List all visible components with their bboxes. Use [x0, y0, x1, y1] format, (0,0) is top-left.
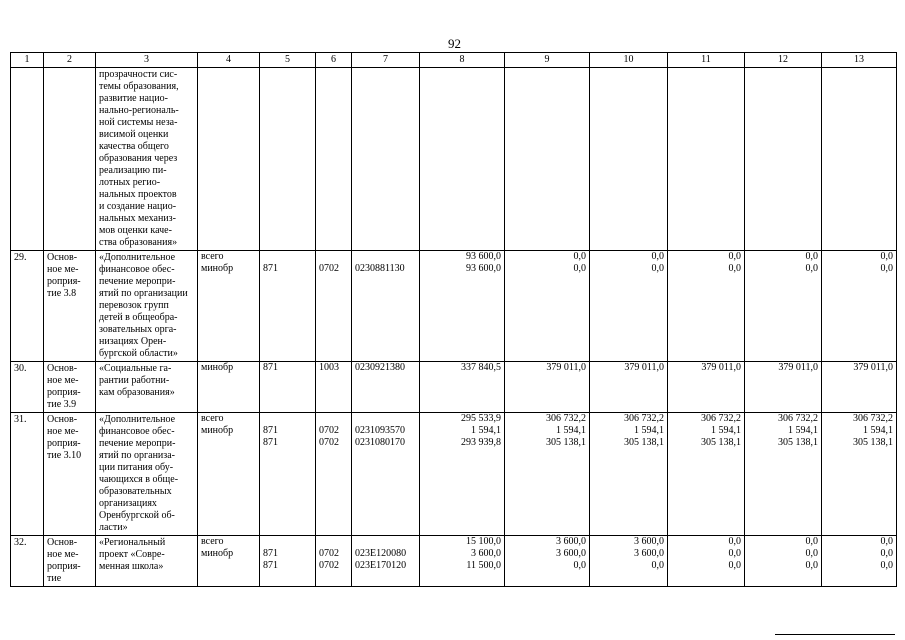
code-csr: [352, 251, 419, 263]
amount-value: 93 600,0: [466, 251, 501, 262]
code-grbs: 871: [263, 362, 278, 373]
code-rzpr-cell: [316, 536, 352, 587]
empty-cell: [260, 68, 316, 251]
empty-cell: [44, 68, 96, 251]
row-number: 31.: [11, 413, 44, 536]
amount-value: 1 594,1: [556, 425, 586, 436]
amount-value: 15 100,0: [466, 536, 501, 547]
code-rzpr-cell: [316, 362, 352, 413]
empty-cell: [352, 68, 420, 251]
continuation-row: [11, 68, 897, 251]
amount-value: 337 840,5: [461, 362, 501, 373]
value-cell-col13: [822, 362, 897, 413]
event-type: Основ- ное ме- роприя- тие 3.9: [44, 362, 96, 413]
value-cell-col10: [590, 251, 668, 362]
executor: минобр: [201, 425, 234, 436]
executor: [198, 560, 259, 572]
row-number: 30.: [11, 362, 44, 413]
column-header-5: 5: [260, 53, 316, 68]
executor-cell: [198, 536, 260, 587]
table-row: [11, 413, 897, 536]
value-cell-col10: [590, 362, 668, 413]
header-row: [11, 53, 897, 68]
amount-value: 3 600,0: [556, 548, 586, 559]
value-cell-col9: [505, 413, 590, 536]
amount-value: 0,0: [880, 263, 893, 274]
value-cell-col13: [822, 413, 897, 536]
event-name: «Региональный проект «Совре- менная школа»: [96, 536, 198, 587]
code-grbs-cell: [260, 413, 316, 536]
code-csr: 023E120080: [355, 548, 407, 559]
column-header-12: 12: [745, 53, 822, 68]
amount-value: 0,0: [805, 560, 818, 571]
code-csr: 0230881130: [355, 263, 405, 274]
code-grbs-cell: [260, 362, 316, 413]
value-cell-col12: [745, 536, 822, 587]
code-rzpr: 0702: [319, 425, 339, 436]
event-name: «Социальные га- рантии работни- кам образования»: [96, 362, 198, 413]
code-rzpr: [316, 413, 351, 425]
column-header-9: 9: [505, 53, 590, 68]
amount-value: 0,0: [573, 263, 586, 274]
code-grbs: [260, 413, 315, 425]
amount-value: 379 011,0: [546, 362, 586, 373]
executor: минобр: [201, 548, 234, 559]
amount-value: 306 732,2: [701, 413, 741, 424]
column-header-4: 4: [198, 53, 260, 68]
amount-value: 0,0: [805, 263, 818, 274]
row-number: 29.: [11, 251, 44, 362]
column-header-1: 1: [11, 53, 44, 68]
value-cell-col11: [668, 413, 745, 536]
amount-value: 3 600,0: [634, 536, 664, 547]
empty-cell: [505, 68, 590, 251]
amount-value: 0,0: [805, 548, 818, 559]
value-cell-col8: [420, 251, 505, 362]
empty-cell: [316, 68, 352, 251]
column-header-8: 8: [420, 53, 505, 68]
event-type: Основ- ное ме- роприя- тие: [44, 536, 96, 587]
event-name: «Дополнительное финансовое обес- печение меропри- ятий по организации перевозок групп детей в общеобра- зовательных орга- низациях Орен- бургской области»: [96, 251, 198, 362]
empty-cell: [420, 68, 505, 251]
table-row: [11, 362, 897, 413]
column-header-6: 6: [316, 53, 352, 68]
amount-value: 11 500,0: [466, 560, 501, 571]
executor: минобр: [201, 362, 234, 373]
amount-value: 0,0: [573, 560, 586, 571]
empty-cell: [590, 68, 668, 251]
code-rzpr: 1003: [319, 362, 339, 373]
executor-cell: [198, 362, 260, 413]
code-csr: 0231093570: [355, 425, 405, 436]
code-grbs: 871: [263, 560, 278, 571]
code-rzpr-cell: [316, 413, 352, 536]
code-rzpr: [316, 251, 351, 263]
code-csr: 0230921380: [355, 362, 405, 373]
executor: всего: [201, 536, 224, 547]
amount-value: 379 011,0: [778, 362, 818, 373]
amount-value: 379 011,0: [701, 362, 741, 373]
continuation-text: прозрачности сис- темы образования, развитие нацио- нально-региональ- ной системы неза- висимой оценки качества общего образования через реализацию пи- лотных регио- нальных проектов и создание нацио- нальных механиз- мов оценки каче- ства образования»: [96, 68, 198, 251]
amount-value: 1 594,1: [634, 425, 664, 436]
amount-value: 0,0: [805, 251, 818, 262]
amount-value: 93 600,0: [466, 263, 501, 274]
value-cell-col9: [505, 251, 590, 362]
empty-cell: [822, 68, 897, 251]
value-cell-col11: [668, 536, 745, 587]
amount-value: 305 138,1: [701, 437, 741, 448]
amount-value: 0,0: [728, 536, 741, 547]
amount-value: 1 594,1: [788, 425, 818, 436]
code-grbs: 871: [263, 548, 278, 559]
row-number: 32.: [11, 536, 44, 587]
amount-value: 0,0: [651, 263, 664, 274]
code-grbs: 871: [263, 263, 278, 274]
code-rzpr: [316, 536, 351, 548]
amount-value: 0,0: [880, 251, 893, 262]
amount-value: 305 138,1: [778, 437, 818, 448]
column-header-7: 7: [352, 53, 420, 68]
empty-cell: [745, 68, 822, 251]
code-csr: [352, 536, 419, 548]
amount-value: 295 533,9: [461, 413, 501, 424]
budget-table: [10, 52, 897, 587]
amount-value: 0,0: [651, 251, 664, 262]
amount-value: 3 600,0: [634, 548, 664, 559]
column-header-10: 10: [590, 53, 668, 68]
code-csr: 0231080170: [355, 437, 405, 448]
empty-cell: [198, 68, 260, 251]
amount-value: 305 138,1: [546, 437, 586, 448]
value-cell-col8: [420, 536, 505, 587]
code-rzpr: 0702: [319, 548, 339, 559]
value-cell-col12: [745, 413, 822, 536]
column-header-11: 11: [668, 53, 745, 68]
amount-value: 0,0: [728, 251, 741, 262]
code-grbs: [260, 251, 315, 263]
value-cell-col9: [505, 536, 590, 587]
page-number: 92: [448, 36, 461, 51]
code-csr: [352, 413, 419, 425]
empty-cell: [11, 68, 44, 251]
value-cell-col10: [590, 413, 668, 536]
amount-value: 306 732,2: [853, 413, 893, 424]
value-cell-col12: [745, 251, 822, 362]
amount-value: 305 138,1: [624, 437, 664, 448]
value-cell-col8: [420, 413, 505, 536]
column-header-2: 2: [44, 53, 96, 68]
value-cell-col8: [420, 362, 505, 413]
value-cell-col10: [590, 536, 668, 587]
amount-value: 1 594,1: [471, 425, 501, 436]
column-header-13: 13: [822, 53, 897, 68]
code-rzpr: 0702: [319, 263, 339, 274]
amount-value: 0,0: [651, 560, 664, 571]
event-type: Основ- ное ме- роприя- тие 3.10: [44, 413, 96, 536]
amount-value: 0,0: [805, 536, 818, 547]
amount-value: 1 594,1: [863, 425, 893, 436]
code-rzpr: 0702: [319, 560, 339, 571]
table-row: [11, 251, 897, 362]
empty-cell: [668, 68, 745, 251]
code-csr-cell: [352, 536, 420, 587]
code-rzpr-cell: [316, 251, 352, 362]
amount-value: 1 594,1: [711, 425, 741, 436]
executor: [198, 437, 259, 449]
amount-value: 293 939,8: [461, 437, 501, 448]
event-type: Основ- ное ме- роприя- тие 3.8: [44, 251, 96, 362]
executor-cell: [198, 413, 260, 536]
amount-value: 0,0: [880, 548, 893, 559]
code-grbs: 871: [263, 437, 278, 448]
amount-value: 0,0: [728, 548, 741, 559]
code-grbs-cell: [260, 251, 316, 362]
value-cell-col11: [668, 362, 745, 413]
amount-value: 0,0: [880, 536, 893, 547]
code-csr: 023E170120: [355, 560, 407, 571]
value-cell-col12: [745, 362, 822, 413]
value-cell-col11: [668, 251, 745, 362]
amount-value: 0,0: [573, 251, 586, 262]
amount-value: 0,0: [880, 560, 893, 571]
amount-value: 306 732,2: [778, 413, 818, 424]
executor: минобр: [201, 263, 234, 274]
code-grbs: [260, 536, 315, 548]
value-cell-col13: [822, 251, 897, 362]
amount-value: 379 011,0: [624, 362, 664, 373]
value-cell-col13: [822, 536, 897, 587]
code-grbs: 871: [263, 425, 278, 436]
code-grbs-cell: [260, 536, 316, 587]
amount-value: 379 011,0: [853, 362, 893, 373]
amount-value: 3 600,0: [556, 536, 586, 547]
code-csr-cell: [352, 251, 420, 362]
column-header-3: 3: [96, 53, 198, 68]
amount-value: 0,0: [728, 263, 741, 274]
code-csr-cell: [352, 362, 420, 413]
executor: всего: [201, 413, 224, 424]
amount-value: 306 732,2: [624, 413, 664, 424]
code-rzpr: 0702: [319, 437, 339, 448]
bottom-rule: [775, 634, 895, 635]
amount-value: 305 138,1: [853, 437, 893, 448]
executor-cell: [198, 251, 260, 362]
amount-value: 0,0: [728, 560, 741, 571]
amount-value: 306 732,2: [546, 413, 586, 424]
value-cell-col9: [505, 362, 590, 413]
executor: всего: [201, 251, 224, 262]
code-csr-cell: [352, 413, 420, 536]
amount-value: 3 600,0: [471, 548, 501, 559]
table-row: [11, 536, 897, 587]
event-name: «Дополнительное финансовое обес- печение меропри- ятий по организа- ции питания обу- чающихся в обще- образовательных организациях Оренбургской об- ласти»: [96, 413, 198, 536]
